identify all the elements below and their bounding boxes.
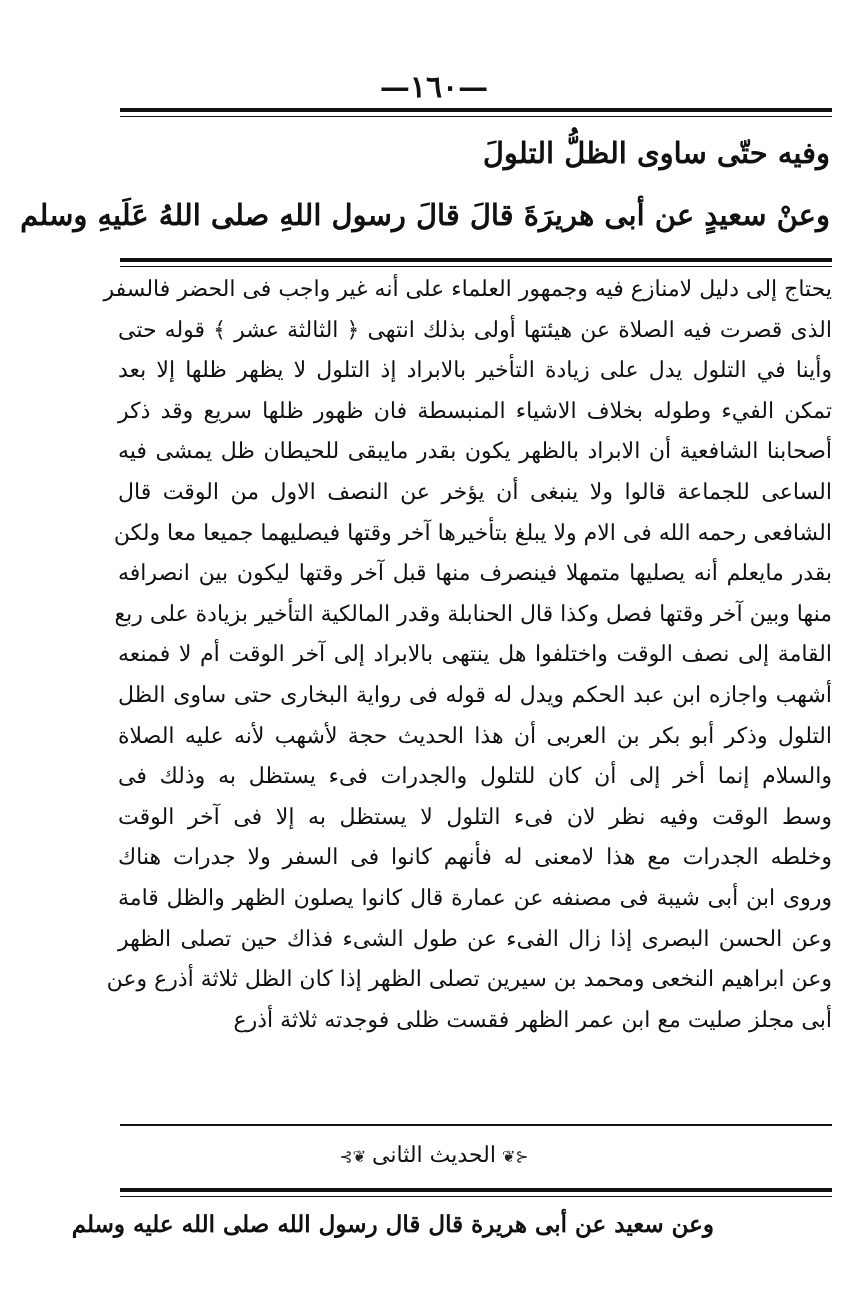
commentary-line: وعن الحسن البصرى إذا زال الفىء عن طول الشىء فذاك حين تصلى الظهر [118, 926, 832, 952]
commentary-line: وخلطه الجدرات مع هذا لامعنى له فأنهم كانوا فى السفر ولا جدرات هناك [118, 845, 832, 871]
commentary-line: الساعى للجماعة قالوا ولا ينبغى أن يؤخر عن النصف الاول من الوقت قال [118, 479, 832, 505]
commentary-line: تمكن الفيء وطوله بخلاف الاشياء المنبسطة فان ظهور ظلها سريع وقد ذكر [118, 398, 832, 424]
commentary-line: وعن ابراهيم النخعى ومحمد بن سيرين تصلى الظهر إذا كان الظل ثلاثة أذرع وعن [106, 967, 832, 993]
commentary-line: التلول وذكر أبو بكر بن العربى أن هذا الحديث حجة لأشهب لأنه عليه الصلاة [118, 723, 832, 749]
ornament-right-icon: ⊰❦ [501, 1147, 529, 1166]
hadith-text-line-2: وعنْ سعيدٍ عن أبى هريرَةَ قالَ قالَ رسول اللهِ صلى اللهُ عَلَيهِ وسلم [20, 198, 830, 232]
commentary-line: وروى ابن أبى شيبة فى مصنفه عن عمارة قال كانوا يصلون الظهر والظل قامة [118, 885, 832, 911]
commentary-line: والسلام إنما أخر إلى أن كان للتلول والجدرات فىء يستظل به وذلك فى [118, 764, 832, 790]
commentary-line: أصحابنا الشافعية أن الابراد بالظهر يكون بقدر مايبقى للحيطان ظل يمشى فيه [118, 439, 832, 465]
ornament-left-icon: ❦⊱ [339, 1147, 367, 1166]
next-hadith-text: وعن سعيد عن أبى هريرة قال قال رسول الله صلى الله عليه وسلم [71, 1211, 714, 1238]
commentary-line: أبى مجلز صليت مع ابن عمر الظهر فقست ظلى فوجدته ثلاثة أذرع [233, 1007, 832, 1033]
header-divider [120, 108, 832, 117]
section-heading [0, 1136, 868, 1177]
section-heading-text: الحديث الثانى [372, 1143, 496, 1168]
section-divider [120, 1188, 832, 1197]
commentary-line: وأينا في التلول يدل على زيادة التأخير بالابراد إذ التلول لا يظهر ظلها إلا بعد [118, 358, 832, 384]
commentary-end-divider [120, 1124, 832, 1126]
matn-commentary-divider [120, 258, 832, 267]
commentary-block [103, 270, 832, 1041]
commentary-line: الشافعى رحمه الله فى الام ولا يبلغ بتأخيرها آخر وقتها فيصليهما جميعا معا ولكن [113, 520, 832, 546]
commentary-line: منها وبين آخر وقتها فصل وكذا قال الحنابلة وقدر المالكية التأخير بزيادة على ربع [114, 601, 832, 627]
commentary-line: الذى قصرت فيه الصلاة عن هيئتها أولى بذلك انتهى ﴿ الثالثة عشر ﴾ قوله حتى [118, 317, 832, 343]
commentary-line: القامة إلى نصف الوقت واختلفوا هل ينتهى بالابراد إلى آخر الوقت أم لا فمنعه [118, 642, 832, 668]
commentary-line: أشهب واجازه ابن عبد الحكم ويدل له قوله فى رواية البخارى حتى ساوى الظل [118, 682, 832, 708]
commentary-line: وسط الوقت وفيه نظر لان فىء التلول لا يستظل به إلا فى آخر الوقت [118, 804, 832, 830]
hadith-text-line-1: وفيه حتّى ساوى الظلُّ التلولَ [482, 136, 830, 170]
commentary-line: بقدر مايعلم أنه يصليها متمهلا فينصرف منها قبل آخر وقتها ليكون بين انصرافه [118, 561, 832, 587]
commentary-line: يحتاج إلى دليل لامنازع فيه وجمهور العلماء على أنه غير واجب فى الحضر فالسفر [103, 277, 832, 302]
page-number: —١٦٠— [379, 70, 489, 105]
